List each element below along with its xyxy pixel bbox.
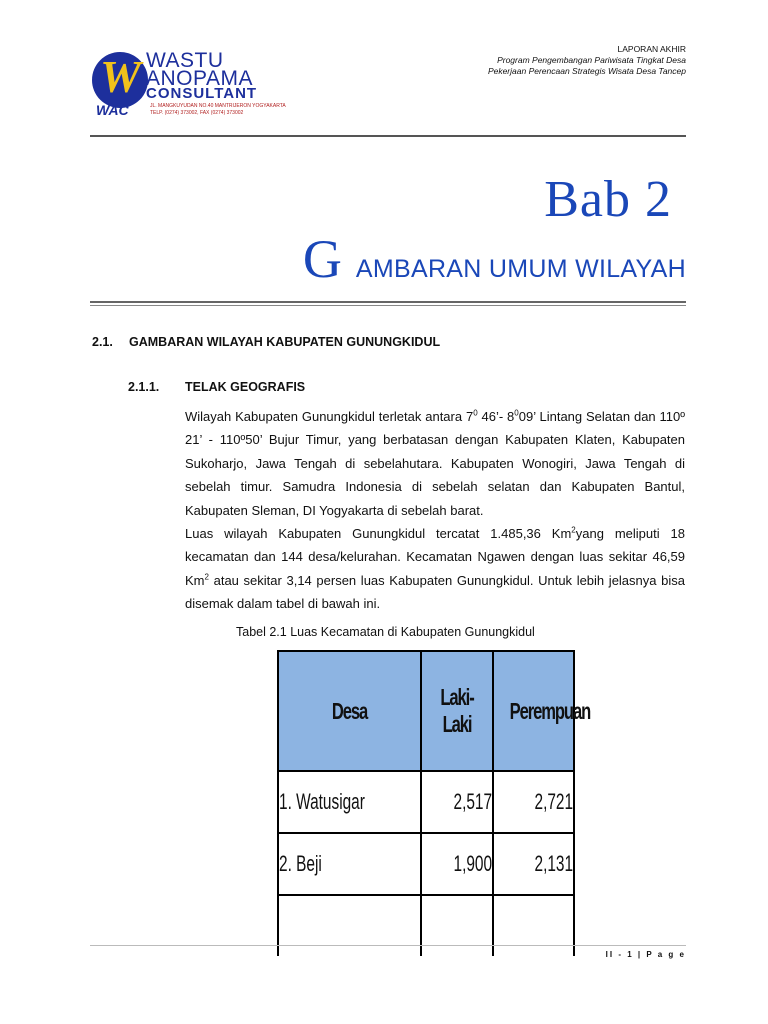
chapter-title-rest: AMBARAN UMUM WILAYAH bbox=[355, 255, 686, 283]
page-number: II - 1 | P a g e bbox=[605, 950, 686, 959]
table-row bbox=[278, 833, 574, 895]
header-project: Pekerjaan Perencaan Strategis Wisata Desa Tancep bbox=[487, 66, 686, 76]
cell-desa: 1. Watusigar bbox=[278, 771, 421, 833]
table-row bbox=[278, 771, 574, 833]
subsection-heading bbox=[128, 380, 305, 394]
table-caption: Tabel 2.1 Luas Kecamatan di Kabupaten Gunungkidul bbox=[236, 625, 535, 639]
paragraph-area bbox=[185, 522, 685, 616]
logo-name-line1: WASTU bbox=[146, 49, 224, 72]
column-header-laki-laki: Laki-Laki bbox=[421, 651, 493, 771]
paragraph-1-sup-1: 0 bbox=[473, 408, 478, 418]
paragraph-1-part-a: Wilayah Kabupaten Gunungkidul terletak antara 7 bbox=[185, 409, 474, 424]
population-table bbox=[277, 650, 591, 920]
chapter-divider bbox=[90, 301, 686, 303]
footer-divider bbox=[90, 945, 686, 946]
logo-address-line1: JL. MANGKUYUDAN NO.40 MANTRIJERON YOGYAKARTA bbox=[150, 103, 286, 109]
company-logo bbox=[92, 46, 292, 122]
chapter-number: Bab 2 bbox=[544, 171, 672, 228]
table-header-row bbox=[278, 651, 574, 771]
paragraph-geography bbox=[185, 405, 685, 522]
cell-empty bbox=[493, 895, 574, 956]
paragraph-2-sup-1: 2 bbox=[571, 525, 576, 535]
column-header-desa: Desa bbox=[278, 651, 421, 771]
cell-perempuan: 2,131 bbox=[493, 833, 574, 895]
chapter-divider-thin bbox=[90, 305, 686, 306]
document-header bbox=[488, 44, 686, 77]
section-title: GAMBARAN WILAYAH KABUPATEN GUNUNGKIDUL bbox=[129, 335, 441, 349]
paragraph-1-part-c: 09’ Lintang Selatan dan 110º 21’ - 110º50’ Bujur Timur, yang berbatasan dengan Kabupaten Klaten, Kabupaten Sukoharjo, Jawa Tengah di sebelahutara. Kabupaten Wonogiri, Jawa Tengah di sebelah timur. Samudra Indonesia di sebelah selatan dan Kabupaten Bantul, Kabupaten Sleman, DI Yogyakarta di sebelah barat. bbox=[185, 409, 685, 518]
cell-perempuan: 2,721 bbox=[493, 771, 574, 833]
header-divider bbox=[90, 135, 686, 137]
table-row-empty bbox=[278, 895, 574, 956]
logo-address-line2: TELP. (0274) 373002, FAX (0274) 373002 bbox=[150, 110, 244, 116]
paragraph-2-part-c: atau sekitar 3,14 persen luas Kabupaten Gunungkidul. Untuk lebih jelasnya bisa disemak dalam tabel di bawah ini. bbox=[185, 572, 685, 612]
logo-emblem bbox=[92, 52, 148, 108]
section-number: 2.1. bbox=[92, 335, 113, 349]
cell-desa: 2. Beji bbox=[278, 833, 421, 895]
logo-name-line3: CONSULTANT bbox=[146, 85, 258, 102]
logo-w-glyph: W bbox=[100, 51, 141, 102]
logo-abbreviation: WAC bbox=[96, 102, 129, 118]
cell-empty bbox=[278, 895, 421, 956]
subsection-title: TELAK GEOGRAFIS bbox=[185, 380, 306, 394]
chapter-title-initial: G bbox=[302, 229, 342, 289]
subsection-number: 2.1.1. bbox=[128, 380, 160, 394]
paragraph-2-part-a: Luas wilayah Kabupaten Gunungkidul tercatat 1.485,36 Km bbox=[185, 526, 572, 542]
column-header-perempuan: Perempuan bbox=[493, 651, 574, 771]
header-program: Program Pengembangan Pariwisata Tingkat Desa bbox=[497, 55, 686, 65]
section-heading bbox=[92, 335, 440, 349]
chapter-title bbox=[303, 228, 686, 290]
cell-laki-laki: 1,900 bbox=[421, 833, 493, 895]
header-report-type: LAPORAN AKHIR bbox=[617, 44, 686, 54]
logo-name-line2: ANOPAMA bbox=[146, 67, 253, 90]
paragraph-2-part-b: yang meliputi 18 kecamatan dan 144 desa/kelurahan. Kecamatan Ngawen dengan luas sekitar 46,59 Km bbox=[185, 526, 685, 588]
cell-laki-laki: 2,517 bbox=[421, 771, 493, 833]
paragraph-1-sup-2: 0 bbox=[514, 408, 519, 418]
paragraph-1-part-b: 46’- 8 bbox=[477, 409, 515, 424]
body-text bbox=[185, 405, 685, 616]
paragraph-2-sup-2: 2 bbox=[204, 572, 209, 582]
cell-empty bbox=[421, 895, 493, 956]
